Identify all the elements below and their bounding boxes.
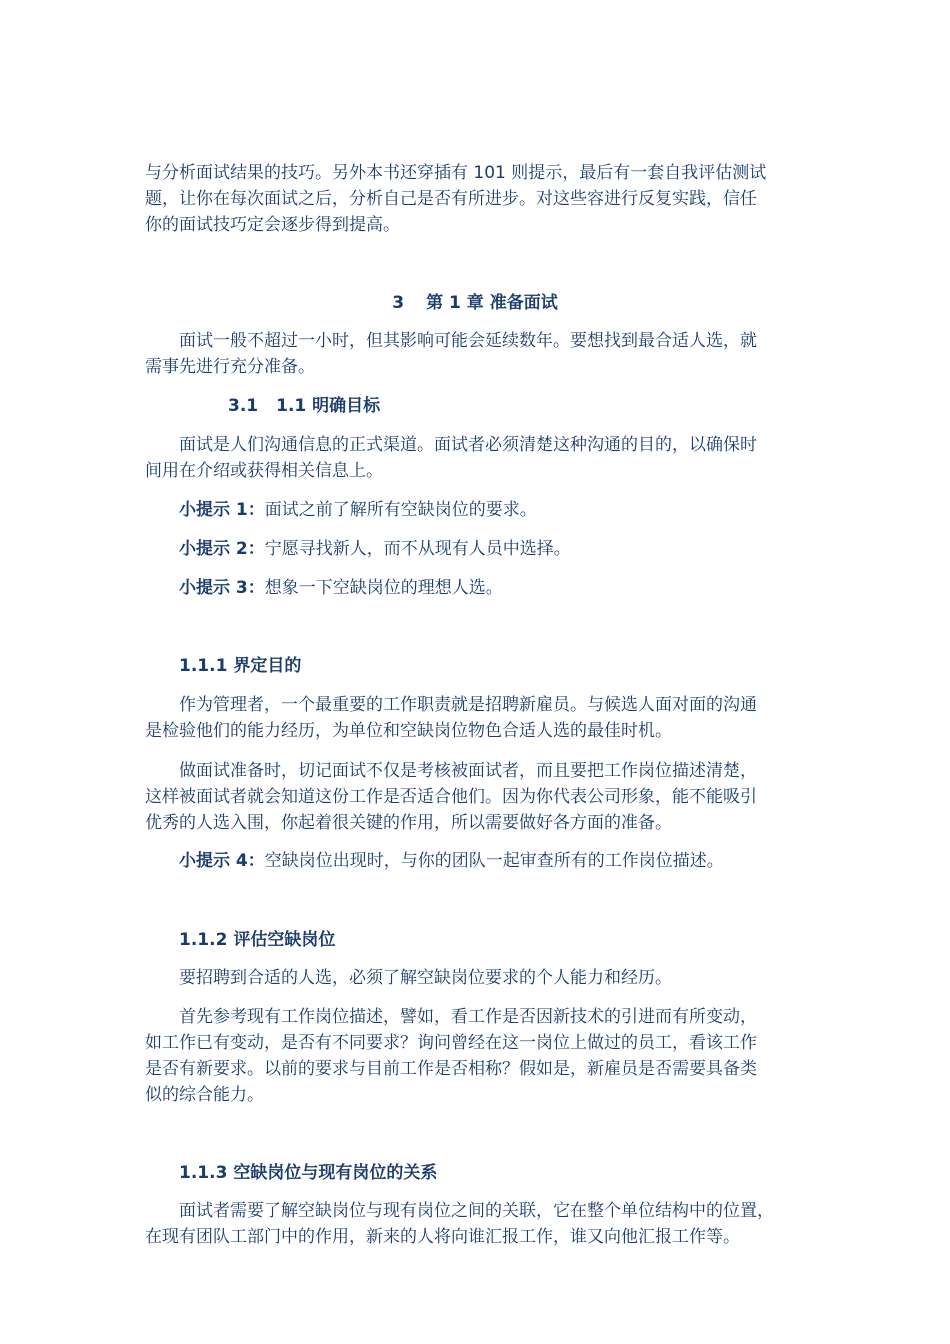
- chapter-heading: [0, 290, 950, 316]
- chapter-title: 第 1 章 准备面试: [426, 293, 558, 313]
- tip-text: 想象一下空缺岗位的理想人选。: [264, 578, 503, 598]
- text-line: 需事先进行充分准备。: [145, 357, 315, 377]
- subsection-3-paragraph-1: [145, 1198, 845, 1250]
- subsection-1-paragraph-2: [145, 758, 845, 836]
- text-line: 面试者需要了解空缺岗位与现有岗位之间的关联，它在整个单位结构中的位置，: [179, 1201, 774, 1221]
- text-line: 面试一般不超过一小时，但其影响可能会延续数年。要想找到最合适人选，就: [179, 331, 757, 351]
- text-line: 你的面试技巧定会逐步得到提高。: [145, 215, 400, 235]
- tip-4: [179, 848, 724, 874]
- text-line: 做面试准备时，切记面试不仅是考核被面试者，而且要把工作岗位描述清楚，: [179, 761, 757, 781]
- tip-label: 小提示 2：: [179, 539, 265, 559]
- text-line: 要招聘到合适的人选，必须了解空缺岗位要求的个人能力和经历。: [179, 968, 672, 988]
- text-line: 题，让你在每次面试之后，分析自己是否有所进步。对这些容进行反复实践，信任: [145, 189, 757, 209]
- tip-label: 小提示 3：: [179, 578, 265, 598]
- text-line: 这样被面试者就会知道这份工作是否适合他们。因为你代表公司形象，能不能吸引: [145, 787, 757, 807]
- section-paragraph: [145, 432, 845, 484]
- section-number: 3.1: [228, 396, 259, 416]
- subsection-2-paragraph-2: [145, 1004, 845, 1108]
- text-line: 似的综合能力。: [145, 1085, 264, 1105]
- intro-paragraph: [145, 160, 845, 238]
- tip-2: [179, 536, 571, 562]
- text-line: 如工作已有变动，是否有不同要求？询问曾经在这一岗位上做过的员工，看该工作: [145, 1033, 757, 1053]
- section-title: 1.1 明确目标: [276, 396, 381, 416]
- chapter-number: 3: [392, 293, 405, 313]
- subsection-heading-1-1-2: 1.1.2 评估空缺岗位: [179, 930, 336, 950]
- subsection-heading-1-1-1: 1.1.1 界定目的: [179, 656, 302, 676]
- tip-1: [179, 497, 537, 523]
- chapter-intro-paragraph: [145, 328, 845, 380]
- text-line: 优秀的人选入围，你起着很关键的作用，所以需要做好各方面的准备。: [145, 813, 672, 833]
- subsection-heading-1-1-3: 1.1.3 空缺岗位与现有岗位的关系: [179, 1163, 438, 1183]
- subsection-1-paragraph-1: [145, 692, 845, 744]
- tip-text: 面试之前了解所有空缺岗位的要求。: [264, 500, 537, 520]
- text-line: 与分析面试结果的技巧。另外本书还穿插有 101 则提示，最后有一套自我评估测试: [145, 163, 767, 183]
- text-line: 在现有团队工部门中的作用，新来的人将向谁汇报工作，谁又向他汇报工作等。: [145, 1227, 740, 1247]
- section-heading: [228, 393, 380, 419]
- tip-text: 空缺岗位出现时，与你的团队一起审查所有的工作岗位描述。: [264, 851, 724, 871]
- text-line: 是检验他们的能力经历，为单位和空缺岗位物色合适人选的最佳时机。: [145, 721, 672, 741]
- text-line: 面试是人们沟通信息的正式渠道。面试者必须清楚这种沟通的目的，以确保时: [179, 435, 757, 455]
- tip-label: 小提示 1：: [179, 500, 265, 520]
- subsection-2-paragraph-1: [145, 965, 845, 991]
- text-line: 是否有新要求。以前的要求与目前工作是否相称？假如是，新雇员是否需要具备类: [145, 1059, 757, 1079]
- tip-label: 小提示 4：: [179, 851, 265, 871]
- text-line: 首先参考现有工作岗位描述，譬如，看工作是否因新技术的引进而有所变动，: [179, 1007, 757, 1027]
- text-line: 作为管理者，一个最重要的工作职责就是招聘新雇员。与候选人面对面的沟通: [179, 695, 757, 715]
- tip-text: 宁愿寻找新人，而不从现有人员中选择。: [264, 539, 571, 559]
- tip-3: [179, 575, 503, 601]
- text-line: 间用在介绍或获得相关信息上。: [145, 461, 383, 481]
